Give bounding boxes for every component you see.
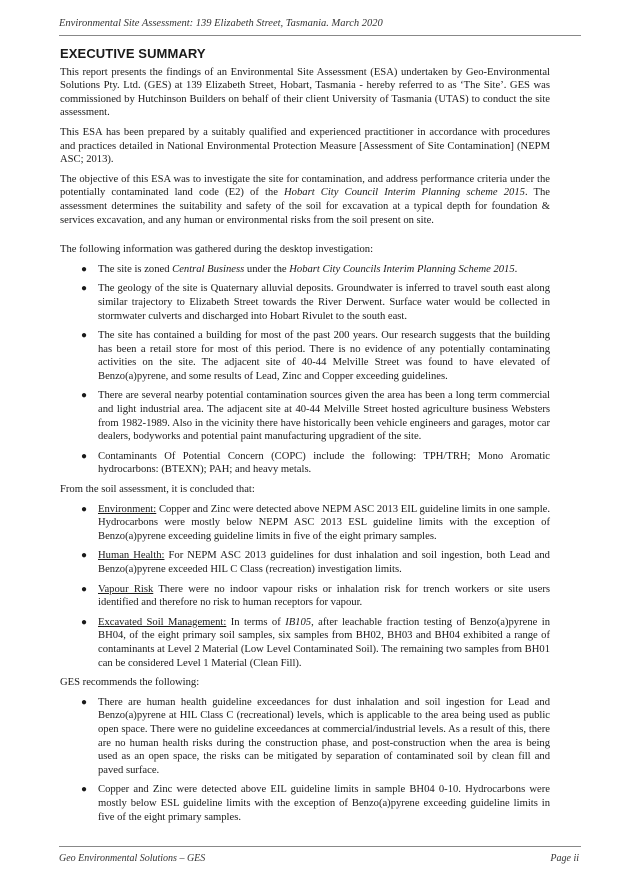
running-header: Environmental Site Assessment: 139 Elizabeth Street, Tasmania. March 2020 xyxy=(59,18,383,29)
list-item: ● There are several nearby potential contamination sources given the area has been a long term commercial and light industrial area. The adjacent site at 40-44 Melville Street hosted agriculture business Websters from 1982-1989. Also in the vicinity there have historically been vehicle engineers and garages, motor car dealers, bodyworks and potential paint manufacturing upgradient of the site. xyxy=(81,390,550,443)
list-item: ● Environment: Copper and Zinc were detected above NEPM ASC 2013 EIL guideline limits in one sample. Hydrocarbons were mostly below NEPM ASC 2013 ESL guideline limits with the exception of Benzo(a)pyrene exceeding guideline limits in five of the eight primary samples. xyxy=(81,503,550,542)
bullet-icon: ● xyxy=(81,283,88,295)
list-item: ● The geology of the site is Quaternary alluvial deposits. Groundwater is inferred to travel south east along similar trajectory to Elizabeth Street towards the River Derwent. Surface water would be collected in stormwater culverts and discharged into Hobart Rivulet to the south east. xyxy=(81,283,550,322)
bullet-icon: ● xyxy=(81,390,88,402)
intro-paragraph-2: This ESA has been prepared by a suitably qualified and experienced practitioner in accordance with procedures and practices detailed in National Environmental Protection Measure [Assessment of Site Contamination] (NEPM ASC; 2013). xyxy=(60,126,550,166)
page-number: Page ii xyxy=(550,853,579,864)
bullet-icon: ● xyxy=(81,263,88,275)
list-item: ● Contaminants Of Potential Concern (COPC) include the following: TPH/TRH; Mono Aromatic hydrocarbons: (BTEXN); PAH; and heavy metals. xyxy=(81,450,550,476)
bullet-icon: ● xyxy=(81,583,88,595)
recommend-lead: GES recommends the following: xyxy=(60,677,200,689)
bullet-icon: ● xyxy=(81,503,88,515)
soil-lead: From the soil assessment, it is concluded that: xyxy=(60,484,255,496)
recommendations-list xyxy=(60,696,550,824)
list-item: ● The site is zoned Central Business under the Hobart City Councils Interim Planning Scheme 2015. xyxy=(81,263,518,275)
header-divider xyxy=(59,35,581,36)
intro-paragraph-1: This report presents the findings of an Environmental Site Assessment (ESA) undertaken by Geo-Environmental Solutions Pty. Ltd. (GES) at 139 Elizabeth Street, Hobart, Tasmania - hereby referred to as ‘The Site’. GES was commissioned by Hutchinson Builders on behalf of their client University of Tasmania (UTAS) to conduct the site assessment. xyxy=(60,66,550,119)
list-item: ● The site has contained a building for most of the past 200 years. Our research suggests that the building has been a retail store for most of this period. There is no evidence of any potentially contaminating activities on the site. The adjacent site of 40-44 Melville Street was found to have elevated of Benzo(a)pyrene, and some results of Lead, Zinc and Copper exceeding guidelines. xyxy=(81,330,550,382)
bullet-icon: ● xyxy=(81,616,88,628)
page-content xyxy=(60,47,550,830)
list-item: ● Excavated Soil Management: In terms of IB105, after leachable fraction testing of Benzo(a)pyrene in BH04, of the eight primary soil samples, six samples from BH02, BH03 and BH04 exhibited a range of contaminants at Level 2 Material (Low Level Contaminated Soil). The remaining two samples from BH01 can be considered Level 1 Material (Clean Fill). xyxy=(81,616,550,669)
desktop-lead: The following information was gathered during the desktop investigation: xyxy=(60,244,374,256)
bullet-icon: ● xyxy=(81,450,88,462)
list-item: ● Copper and Zinc were detected above EIL guideline limits in sample BH04 0-10. Hydrocarbons were mostly below ESL guideline limits with the exception of Benzo(a)pyrene exceeding guideline limits in five of the eight primary samples. xyxy=(81,784,550,823)
intro-paragraph-3: The objective of this ESA was to investigate the site for contamination, and address performance criteria under the potentially contaminated land code (E2) of the Hobart City Council Interim Planning scheme 2015. The assessment determines the suitability and safety of the soil for excavation at a typical depth for foundation & services excavation, and any human or environmental risks from the soil present on site. xyxy=(60,173,550,226)
soil-conclusions-list xyxy=(60,503,550,671)
footer-divider xyxy=(59,846,581,847)
list-item: ● Vapour Risk There were no indoor vapour risks or inhalation risk for trench workers or site users identified and therefore no risk to human receptors for vapour. xyxy=(81,583,550,609)
list-item: ● Human Health: For NEPM ASC 2013 guidelines for dust inhalation and soil ingestion, both Lead and Benzo(a)pyrene exceeded HIL C Class (recreation) investigation limits. xyxy=(81,550,550,575)
bullet-icon: ● xyxy=(81,784,88,796)
footer-company: Geo Environmental Solutions – GES xyxy=(59,853,206,864)
desktop-findings-list xyxy=(60,263,550,477)
section-title: EXECUTIVE SUMMARY xyxy=(60,46,206,61)
list-item: ● There are human health guideline exceedances for dust inhalation and soil ingestion for Lead and Benzo(a)pyrene at HIL Class C (recreational) levels, which is applicable to the area being used as public open space. There were no guideline exceedances at commercial/industrial levels. As a result of this, there are no human health risks during the construction phase, and post-construction when the area is being used as an open space, the risks can be mitigated by separation of contaminated soil by clean fill and paved surface. xyxy=(81,696,550,776)
bullet-icon: ● xyxy=(81,696,88,708)
bullet-icon: ● xyxy=(81,550,88,562)
bullet-icon: ● xyxy=(81,330,88,342)
